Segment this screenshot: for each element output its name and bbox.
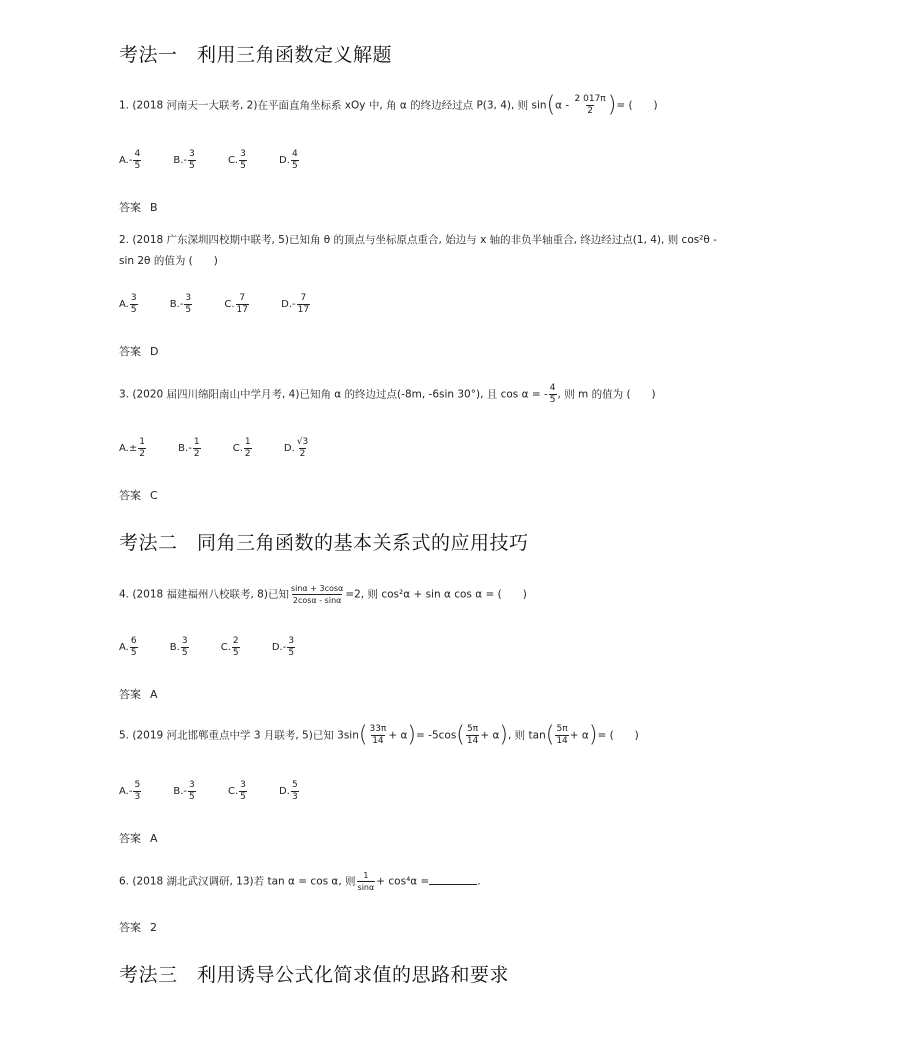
paren-close: ) — [607, 92, 617, 118]
question-4-fraction: $\frac{\sin\alpha + 3\cos\alpha}{2\cos\alpha - \sin\alpha}$ — [290, 584, 344, 605]
option-c: C. $\frac{7}{17}$ — [224, 293, 248, 315]
option-c: C. $\frac{3}{5}$ — [227, 149, 246, 171]
question-2-options — [119, 293, 813, 316]
question-6-answer: 答案 2 — [119, 921, 157, 934]
section-heading-3: 考法三 利用诱导公式化简求值的思路和要求 — [119, 964, 510, 986]
question-6-fraction: $\frac{1}{\sin\alpha}$ — [357, 871, 375, 892]
question-1-answer: 答案 B — [119, 201, 158, 214]
option-a: A. - $\frac{5}{3}$ — [119, 780, 141, 802]
option-d: D. - $\frac{7}{17}$ — [281, 293, 310, 315]
question-5-answer: 答案 A — [119, 832, 158, 845]
question-3-fraction: $\frac{4}{5}$ — [549, 383, 556, 405]
option-b: B. - $\frac{3}{5}$ — [173, 780, 195, 802]
option-b: B. - $\frac{3}{5}$ — [169, 293, 192, 315]
section-heading-2: 考法二 同角三角函数的基本关系式的应用技巧 — [119, 532, 529, 554]
option-a: A. ± $\frac{1}{2}$ — [119, 437, 145, 459]
option-b: B. - $\frac{1}{2}$ — [178, 437, 200, 459]
question-3-options — [119, 437, 813, 460]
question-5-stem: 5. (2019 河北邯郸重点中学 3 月联考, 5)已知 3sin( $\frac{33\pi}{14}$ + α)= -5cos( $\frac{5\pi}{14}$ + α), 则 tan( $\frac{5\pi}{14}$ + α)= ( ) — [119, 722, 639, 748]
option-a: A. $\frac{3}{5}$ — [119, 293, 137, 315]
question-1-inner: α - — [555, 99, 573, 112]
question-2-answer: 答案 D — [119, 345, 159, 358]
question-4-options — [119, 636, 813, 659]
option-b: B. - $\frac{3}{5}$ — [173, 149, 195, 171]
option-c: C. $\frac{3}{5}$ — [227, 780, 246, 802]
question-1-tail: = ( ) — [616, 99, 658, 112]
section-heading-1: 考法一 利用三角函数定义解题 — [119, 44, 393, 66]
question-5-options — [119, 780, 813, 803]
question-6-stem: 6. (2018 湖北武汉调研, 13)若 tan α = cos α, 则 $\frac{1}{\sin\alpha}$ + cos⁴α = . — [119, 871, 481, 892]
option-a: A. $\frac{6}{5}$ — [119, 636, 137, 658]
paren-open: ( — [546, 92, 556, 118]
question-2-line-1: 2. (2018 广东深圳四校期中联考, 5)已知角 θ 的顶点与坐标原点重合, 始边与 x 轴的非负半轴重合, 终边经过点(1, 4), 则 cos²θ - — [119, 234, 717, 246]
question-1-fraction: $\frac{2 017\pi}{2}$ — [574, 94, 606, 116]
question-1-stem — [119, 94, 813, 117]
option-d: D. $\frac{√3}{2}$ — [283, 437, 309, 459]
option-d: D. - $\frac{3}{5}$ — [271, 636, 295, 658]
question-2-stem — [119, 230, 813, 272]
option-c: C. $\frac{2}{5}$ — [220, 636, 239, 658]
answer-blank — [429, 874, 477, 885]
option-d: D. $\frac{5}{3}$ — [279, 780, 298, 802]
question-3-answer: 答案 C — [119, 489, 158, 502]
question-1-options — [119, 149, 813, 172]
question-3-stem: 3. (2020 届四川绵阳南山中学月考, 4)已知角 α 的终边过点(-8m, -6sin 30°), 且 cos α = - $\frac{4}{5}$ , 则 m 的值为 ( ) — [119, 383, 656, 405]
question-4-answer: 答案 A — [119, 688, 158, 701]
option-b: B. $\frac{3}{5}$ — [169, 636, 188, 658]
option-a: A. - $\frac{4}{5}$ — [119, 149, 141, 171]
question-1-text: 1. (2018 河南天一大联考, 2)在平面直角坐标系 xOy 中, 角 α 的终边经过点 P(3, 4), 则 sin — [119, 99, 547, 112]
question-4-stem: 4. (2018 福建福州八校联考, 8)已知 $\frac{\sin\alpha + 3\cos\alpha}{2\cos\alpha - \sin\alpha}$ =2, 则 cos²α + sin α cos α = ( ) — [119, 584, 527, 605]
question-2-line-2: sin 2θ 的值为 ( ) — [119, 255, 218, 267]
option-d: D. $\frac{4}{5}$ — [279, 149, 298, 171]
option-c: C. $\frac{1}{2}$ — [232, 437, 251, 459]
